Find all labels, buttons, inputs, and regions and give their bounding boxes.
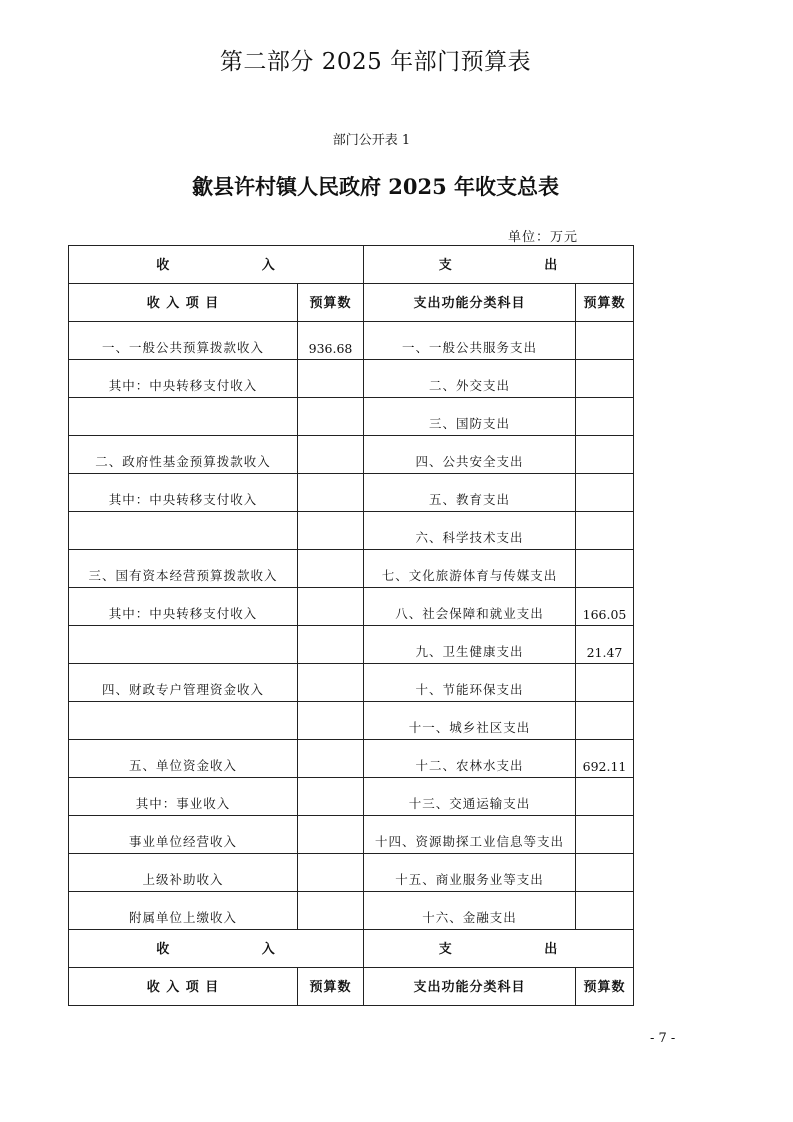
expense-item-cell	[364, 512, 576, 550]
income-item-cell	[69, 816, 298, 854]
expense-item-cell	[364, 398, 576, 436]
expense-item-cell	[364, 816, 576, 854]
income-item-cell	[69, 474, 298, 512]
table-number: 部门公开表 1	[332, 133, 411, 148]
expense-item-cell-text: 十四、资源勘探工业信息等支出	[374, 834, 564, 849]
income-amount-cell	[298, 398, 364, 436]
table-row	[69, 360, 634, 398]
column-header-row	[69, 284, 634, 322]
expense-amount-cell	[576, 816, 634, 854]
budget-summary-table	[68, 245, 634, 1006]
expense-amount-cell	[576, 550, 634, 588]
expense-item-cell	[364, 892, 576, 930]
income-item-cell	[69, 322, 298, 360]
section-header-row-repeat	[69, 930, 634, 968]
col-income-amount-label: 预算数	[309, 295, 352, 311]
expense-item-cell-text: 四、公共安全支出	[415, 454, 524, 469]
income-section-header	[69, 246, 364, 284]
expense-section-label-repeat: 支 出	[438, 941, 559, 957]
expense-item-cell	[364, 702, 576, 740]
col-income-item-label-repeat: 收 入 项 目	[146, 979, 220, 995]
income-amount-cell	[298, 550, 364, 588]
table-footer-headers	[69, 930, 634, 1006]
income-item-cell	[69, 626, 298, 664]
col-expense-item-label-repeat: 支出功能分类科目	[413, 979, 526, 995]
expense-amount-cell	[576, 588, 634, 626]
expense-amount-cell	[576, 664, 634, 702]
table-row	[69, 588, 634, 626]
table-row	[69, 702, 634, 740]
expense-amount-cell-text: 166.05	[582, 607, 627, 622]
income-item-cell	[69, 588, 298, 626]
income-amount-cell	[298, 816, 364, 854]
col-income-item-repeat	[69, 968, 298, 1006]
expense-section-header	[364, 246, 634, 284]
income-amount-cell	[298, 436, 364, 474]
expense-item-cell-text: 十三、交通运输支出	[408, 796, 531, 811]
income-amount-cell	[298, 474, 364, 512]
part-title: 第二部分 2025 年部门预算表	[219, 49, 532, 75]
table-row	[69, 816, 634, 854]
expense-item-cell-text: 十二、农林水支出	[415, 758, 524, 773]
expense-item-cell	[364, 474, 576, 512]
table-row	[69, 550, 634, 588]
table-row	[69, 854, 634, 892]
income-item-cell	[69, 436, 298, 474]
income-item-cell-text: 其中：中央转移支付收入	[108, 606, 258, 621]
expense-amount-cell	[576, 702, 634, 740]
expense-item-cell	[364, 588, 576, 626]
col-income-item	[69, 284, 298, 322]
expense-amount-cell	[576, 854, 634, 892]
expense-item-cell-text: 八、社会保障和就业支出	[395, 606, 544, 621]
income-amount-cell	[298, 854, 364, 892]
expense-item-cell-text: 十五、商业服务业等支出	[395, 872, 544, 887]
expense-item-cell	[364, 436, 576, 474]
income-item-cell	[69, 398, 298, 436]
income-item-cell-text: 上级补助收入	[142, 872, 224, 887]
expense-item-cell	[364, 322, 576, 360]
unit-label: 单位：万元	[508, 230, 579, 245]
col-expense-amount	[576, 284, 634, 322]
expense-item-cell-text: 五、教育支出	[428, 492, 510, 507]
income-item-cell	[69, 360, 298, 398]
income-item-cell	[69, 740, 298, 778]
expense-item-cell-text: 九、卫生健康支出	[415, 644, 524, 659]
table-row	[69, 436, 634, 474]
expense-item-cell-text: 六、科学技术支出	[415, 530, 524, 545]
income-section-label: 收 入	[156, 257, 276, 273]
income-amount-cell	[298, 588, 364, 626]
table-row	[69, 322, 634, 360]
col-income-item-label: 收 入 项 目	[146, 295, 220, 311]
income-amount-cell	[298, 778, 364, 816]
income-item-cell-text: 其中：事业收入	[135, 796, 231, 811]
table-row	[69, 398, 634, 436]
table-row	[69, 778, 634, 816]
expense-amount-cell-text: 692.11	[582, 759, 627, 774]
expense-amount-cell	[576, 360, 634, 398]
col-expense-item	[364, 284, 576, 322]
income-amount-cell-text: 936.68	[308, 341, 353, 356]
income-item-cell-text: 附属单位上缴收入	[128, 910, 237, 925]
income-item-cell-text: 其中：中央转移支付收入	[108, 378, 258, 393]
income-item-cell-text: 五、单位资金收入	[128, 758, 237, 773]
expense-item-cell-text: 一、一般公共服务支出	[401, 340, 537, 355]
expense-item-cell-text: 二、外交支出	[428, 378, 510, 393]
income-section-label-repeat: 收 入	[156, 941, 276, 957]
col-expense-amount-label: 预算数	[583, 295, 626, 311]
table-row	[69, 892, 634, 930]
table-data-rows	[69, 322, 634, 930]
col-income-amount-repeat	[298, 968, 364, 1006]
income-item-cell-text: 其中：中央转移支付收入	[108, 492, 258, 507]
column-header-row-repeat	[69, 968, 634, 1006]
table-row	[69, 626, 634, 664]
income-amount-cell	[298, 702, 364, 740]
income-amount-cell	[298, 664, 364, 702]
expense-amount-cell	[576, 778, 634, 816]
income-item-cell	[69, 892, 298, 930]
table-row	[69, 664, 634, 702]
expense-item-cell	[364, 740, 576, 778]
col-expense-item-repeat	[364, 968, 576, 1006]
income-item-cell-text: 一、一般公共预算拨款收入	[101, 340, 264, 355]
expense-amount-cell	[576, 892, 634, 930]
expense-amount-cell	[576, 436, 634, 474]
col-expense-amount-repeat	[576, 968, 634, 1006]
expense-amount-cell	[576, 322, 634, 360]
expense-amount-cell	[576, 512, 634, 550]
expense-amount-cell-text: 21.47	[586, 645, 623, 660]
income-item-cell	[69, 854, 298, 892]
expense-item-cell-text: 三、国防支出	[428, 416, 510, 431]
expense-item-cell-text: 十一、城乡社区支出	[408, 720, 531, 735]
table-body	[69, 246, 634, 322]
expense-amount-cell	[576, 398, 634, 436]
table-row	[69, 512, 634, 550]
expense-amount-cell	[576, 626, 634, 664]
income-item-cell-text: 三、国有资本经营预算拨款收入	[88, 568, 278, 583]
col-income-amount-label-repeat: 预算数	[309, 979, 352, 995]
income-amount-cell	[298, 360, 364, 398]
expense-amount-cell	[576, 474, 634, 512]
income-item-cell	[69, 550, 298, 588]
table-row	[69, 474, 634, 512]
expense-item-cell-text: 十六、金融支出	[422, 910, 517, 925]
income-item-cell	[69, 512, 298, 550]
income-item-cell-text: 四、财政专户管理资金收入	[101, 682, 264, 697]
expense-item-cell	[364, 626, 576, 664]
income-section-header-repeat	[69, 930, 364, 968]
income-amount-cell	[298, 740, 364, 778]
income-item-cell	[69, 702, 298, 740]
expense-item-cell	[364, 664, 576, 702]
expense-item-cell	[364, 360, 576, 398]
expense-item-cell	[364, 550, 576, 588]
expense-item-cell-text: 七、文化旅游体育与传媒支出	[381, 568, 558, 583]
expense-section-header-repeat	[364, 930, 634, 968]
income-item-cell-text: 事业单位经营收入	[128, 834, 237, 849]
table-title: 歙县许村镇人民政府 2025 年收支总表	[191, 174, 560, 199]
income-amount-cell	[298, 322, 364, 360]
expense-section-label: 支 出	[438, 257, 559, 273]
expense-item-cell	[364, 854, 576, 892]
col-expense-item-label: 支出功能分类科目	[413, 295, 526, 311]
income-amount-cell	[298, 892, 364, 930]
expense-item-cell-text: 十、节能环保支出	[415, 682, 524, 697]
expense-amount-cell	[576, 740, 634, 778]
income-item-cell	[69, 778, 298, 816]
income-item-cell	[69, 664, 298, 702]
income-item-cell-text: 二、政府性基金预算拨款收入	[95, 454, 271, 469]
col-income-amount	[298, 284, 364, 322]
income-amount-cell	[298, 626, 364, 664]
section-header-row	[69, 246, 634, 284]
expense-item-cell	[364, 778, 576, 816]
col-expense-amount-label-repeat: 预算数	[583, 979, 626, 995]
table-row	[69, 740, 634, 778]
income-amount-cell	[298, 512, 364, 550]
page-number: - 7 -	[650, 1031, 676, 1046]
